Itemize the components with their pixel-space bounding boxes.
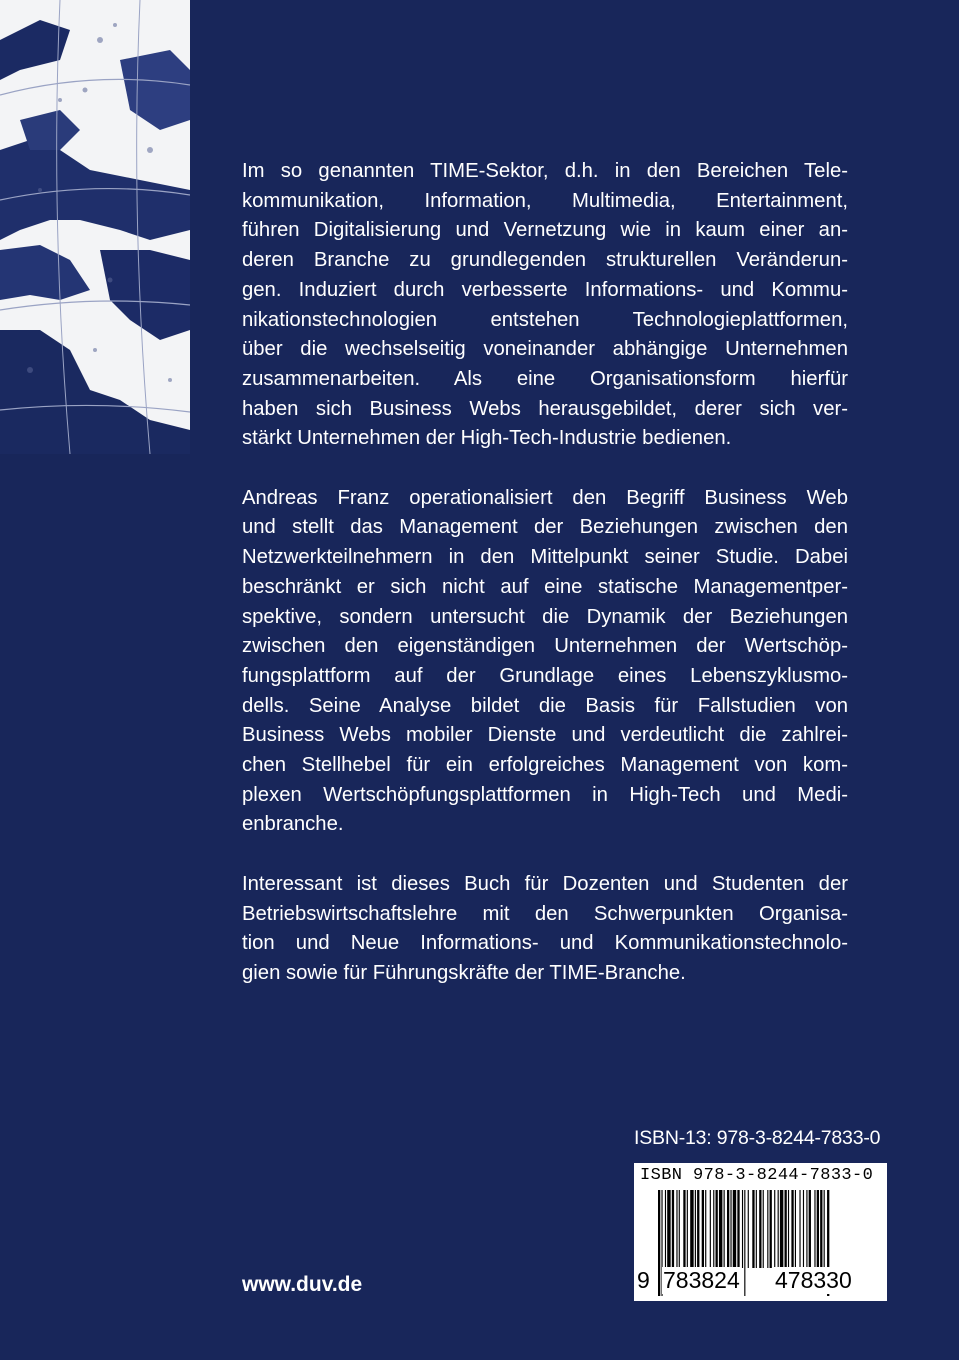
barcode-bar [752,1190,754,1268]
barcode-bar [799,1190,800,1268]
blurb-paragraph-3 [242,870,848,989]
barcode-bar [824,1190,825,1268]
text-line: zwischen den eigenständigen Unternehmen der Wertschöp- [242,635,848,658]
text-line: kommunikation, Information, Multimedia, Entertainment, [242,189,848,212]
text-line: chen Stellhebel für ein erfolgreiches Management von kom- [242,754,848,777]
blurb-text [242,157,848,1018]
barcode-bar [778,1190,779,1268]
barcode-bar [697,1190,699,1268]
barcode-digits [634,1267,887,1297]
barcode-isbn-text: ISBN 978-3-8244-7833-0 [640,1166,874,1185]
barcode-bar [814,1190,815,1268]
barcode-bar [774,1190,775,1268]
barcode-bar [759,1190,761,1268]
barcode-bar [716,1190,718,1268]
barcode-bar [687,1190,688,1268]
text-line: fungsplattform auf der Grundlage eines Lebenszyklusmo- [242,664,848,687]
barcode-bar [788,1190,789,1268]
text-line: gien sowie für Führungskräfte der TIME-Branche. [242,961,686,984]
text-line: Betriebswirtschaftslehre mit den Schwerpunkten Organisa- [242,902,848,925]
barcode-bar [780,1190,783,1268]
text-line: Netzwerkteilnehmern in den Mittelpunkt seiner Studie. Dabei [242,546,848,569]
text-line: gen. Induziert durch verbesserte Informations- und Kommu- [242,278,848,301]
barcode-bar [809,1190,811,1268]
barcode-bar [742,1190,743,1268]
barcode-bar [665,1190,666,1268]
text-line: stärkt Unternehmen der High-Tech-Industrie bedienen. [242,427,732,450]
barcode-bar [817,1190,819,1268]
blurb-paragraph-1 [242,157,848,454]
barcode-bar [727,1190,729,1268]
barcode-bar [748,1190,749,1268]
barcode-bar [803,1190,804,1268]
text-line: haben sich Business Webs herausgebildet, derer sich ver- [242,397,848,420]
text-line: Im so genannten TIME-Sektor, d.h. in den Bereichen Tele- [242,160,848,182]
publisher-website[interactable]: www.duv.de [242,1273,363,1296]
barcode-bar [705,1190,706,1268]
barcode-bar [733,1190,736,1268]
barcode-bar [719,1190,722,1268]
barcode-bar [672,1190,674,1268]
text-line: zusammenarbeiten. Als eine Organisationsform hierfür [242,367,848,390]
text-line: spektive, sondern untersucht die Dynamik der Beziehungen [242,605,848,628]
blurb-paragraph-2 [242,484,848,840]
barcode-bar [683,1190,685,1268]
barcode-bar [795,1190,796,1268]
barcode-bar [763,1190,764,1268]
text-line: enbranche. [242,813,344,836]
barcode-bar [690,1190,693,1268]
barcode-bar [767,1190,768,1268]
barcode-bar [676,1190,677,1268]
barcode-bar [710,1190,711,1268]
barcode-digits-right: 478330 [775,1267,852,1293]
globe-map-image [0,0,190,454]
text-line: tion und Neue Informations- und Kommunikationstechnolo- [242,932,848,955]
barcode-bar [730,1190,731,1268]
barcode-bar [806,1190,807,1268]
barcode-bar [820,1190,822,1268]
barcode-digits-left: 783824 [663,1267,740,1293]
isbn-label: ISBN-13: 978-3-8244-7833-0 [634,1127,881,1149]
barcode-bar [713,1190,714,1268]
text-line: über die wechselseitig voneinander abhängige Unternehmen [242,338,848,361]
text-line: Andreas Franz operationalisiert den Begriff Business Web [242,486,848,509]
text-line: beschränkt er sich nicht auf eine statische Managementper- [242,575,848,598]
barcode-bar [785,1190,787,1268]
barcode-bar [702,1190,704,1268]
barcode-digit-lead: 9 [637,1267,650,1293]
text-line: und stellt das Management der Beziehungen zwischen den [242,516,848,539]
text-line: deren Branche zu grundlegenden strukturellen Veränderun- [242,249,848,272]
barcode-bar [679,1190,680,1268]
barcode-bar [737,1190,739,1268]
barcode-bar [770,1190,772,1268]
text-line: nikationstechnologien entstehen Technologieplattformen, [242,308,848,331]
text-line: Business Webs mobiler Dienste und verdeutlicht die zahlrei- [242,724,848,747]
text-line: führen Digitalisierung und Vernetzung wie in kaum einer an- [242,219,848,242]
barcode-bar [667,1190,670,1268]
text-line: Interessant ist dieses Buch für Dozenten und Studenten der [242,872,848,895]
barcode-bar [756,1190,757,1268]
text-line: dells. Seine Analyse bildet die Basis für Fallstudien von [242,694,848,717]
barcode [634,1163,887,1301]
barcode-bar [791,1190,793,1268]
globe-map-icon [0,0,190,454]
barcode-bar [695,1190,696,1268]
text-line: plexen Wertschöpfungsplattformen in High-Tech und Medi- [242,783,848,806]
barcode-bar [724,1190,725,1268]
